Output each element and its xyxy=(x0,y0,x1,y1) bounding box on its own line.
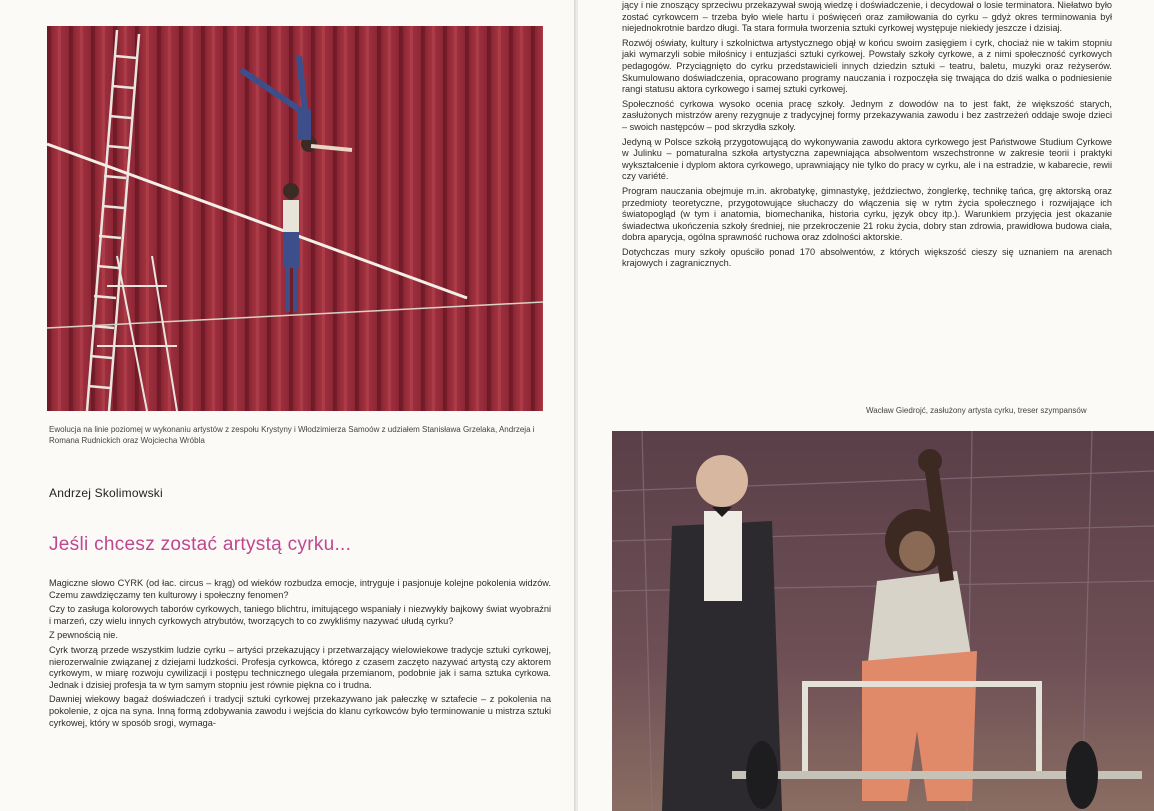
paragraph: Jedyną w Polsce szkołą przygotowującą do wykonywania zawodu aktora cyrkowego jest Państwowe Studium Cyrkowe w Julinku – pomaturalna szkoła artystyczna zapewniająca absolwentom wszechstronne w zakresie teorii i praktyki wykształcenie i dyplom aktora cyrkowego, uprawniający nie tylko do pracy w cyrku, ale i na estradzie, w kabarecie, rewii czy variété. xyxy=(622,136,1112,182)
paragraph: Rozwój oświaty, kultury i szkolnictwa artystycznego objął w końcu swoim zasięgiem i cyrk, chociaż nie w takim stopniu jaki wymarzyli sobie miłośnicy i entuzjaści sztuki cyrkowej. Powstały szkoły cyrkowe, a z nimi społeczność cyrkowych pedagogów. Przyciągnięto do cyrku przedstawicieli innych dziedzin sztuki – teatru, baletu, muzyki oraz reżyserów. Skumulowano doświadczenia, opracowano programy nauczania i rozpoczęła się trwająca do dziś walka o podniesienie rangi statusu aktora cyrkowego i samej sztuki cyrkowej. xyxy=(622,37,1112,95)
paragraph: Magiczne słowo CYRK (od łac. circus – krąg) od wieków rozbudza emocje, intryguje i pasjonuje kolejne pokolenia widzów. Czemu zawdzięczamy ten kulturowy i społeczny fenomen? xyxy=(49,578,551,600)
paragraph: Program nauczania obejmuje m.in. akrobatykę, gimnastykę, jeździectwo, żonglerkę, technikę tańca, grę aktorską oraz przedmioty teoretyczne, przygotowujące słuchaczy do włączenia się w rytm życia społecznego i rozwijające ich światopogląd (w tym i anatomia, biomechanika, historia cyrku, język obcy itp.). Warunkiem przyjęcia jest okazanie świadectwa ukończenia szkoły średniej, nie przekroczenie 21 roku życia, dobry stan zdrowia, prawidłowa budowa ciała, dobra aparycja, ogólna sprawność ruchowa oraz zdolności aktorskie. xyxy=(622,185,1112,243)
paragraph: Cyrk tworzą przede wszystkim ludzie cyrku – artyści przekazujący i przetwarzający wielowiekowe tradycje sztuki cyrkowej, nierozerwalnie związanej z dziejami ludzkości. Profesja cyrkowca, którego z czasem zaczęto nazywać artystą czy aktorem cyrkowym, w miarę rozwoju cywilizacji i postępu technicznego ulegała przemianom, podobnie jak i sama sztuka cyrkowa. Jednak i dzisiej profesja ta w tym samym stopniu jest równie piękna co i trudna. xyxy=(49,644,551,690)
right-page xyxy=(578,0,1154,811)
paragraph: jący i nie znoszący sprzeciwu przekazywał swoją wiedzę i doświadczenie, i decydował o losie terminatora. Niełatwo było zostać cyrkowcem – trzeba było wiele hartu i poświęceń oraz zamiłowania do cyrku – gdyż okres terminowania był niejednokrotnie bardzo długi. Ta stara formuła tworzenia sztuki cyrkowej występuje niekiedy jeszcze i dzisiaj. xyxy=(622,0,1112,34)
author-name: Andrzej Skolimowski xyxy=(49,486,163,500)
trainer-and-chimpanzee-photo xyxy=(612,431,1154,811)
article-headline: Jeśli chcesz zostać artystą cyrku... xyxy=(49,534,352,555)
paragraph: Z pewnością nie. xyxy=(49,630,118,641)
left-page xyxy=(0,0,576,811)
paragraph: Dotychczas mury szkoły opuściło ponad 170 absolwentów, z których większość cieszy się uznaniem na arenach krajowych i zagranicznych. xyxy=(622,246,1112,269)
paragraph: Dawniej wiekowy bagaż doświadczeń i tradycji sztuki cyrkowej przekazywano jak pałeczkę w sztafecie – z pokolenia na pokolenie, z ojca na syna. Inną formą zdobywania zawodu i wejścia do klanu cyrkowców było terminowanie u mistrza sztuki cyrkowej, który w sposób srogi, wymaga- xyxy=(49,694,551,728)
paragraph: Czy to zasługa kolorowych taborów cyrkowych, taniego blichtru, imitującego wspaniały i niezwykły bajkowy świat wyobraźni i marzeń, czy wielu innych cyrkowych atrybutów, tworzących to co zwykliśmy nazywać ułudą cyrku? xyxy=(49,604,551,626)
paragraph: Społeczność cyrkowa wysoko ocenia pracę szkoły. Jednym z dowodów na to jest fakt, że większość starych, zasłużonych mistrzów areny rezygnuje z tradycyjnej formy przekazywania zawodu i bez zastrzeżeń oddaje swoje dzieci – swoich następców – pod skrzydła szkoły. xyxy=(622,98,1112,132)
right-article-body xyxy=(622,0,1112,273)
left-article-body xyxy=(49,578,551,732)
photo-caption-right: Wacław Giedrojć, zasłużony artysta cyrku, treser szympansów xyxy=(866,406,1087,415)
photo-caption-left: Ewolucja na linie poziomej w wykonaniu artystów z zespołu Krystyny i Włodzimierza Samoów z udziałem Stanisława Grzelaka, Andrzeja i Romana Rudnickich oraz Wojciecha Wróbla xyxy=(49,425,535,445)
tightrope-acrobats-photo xyxy=(47,26,543,411)
